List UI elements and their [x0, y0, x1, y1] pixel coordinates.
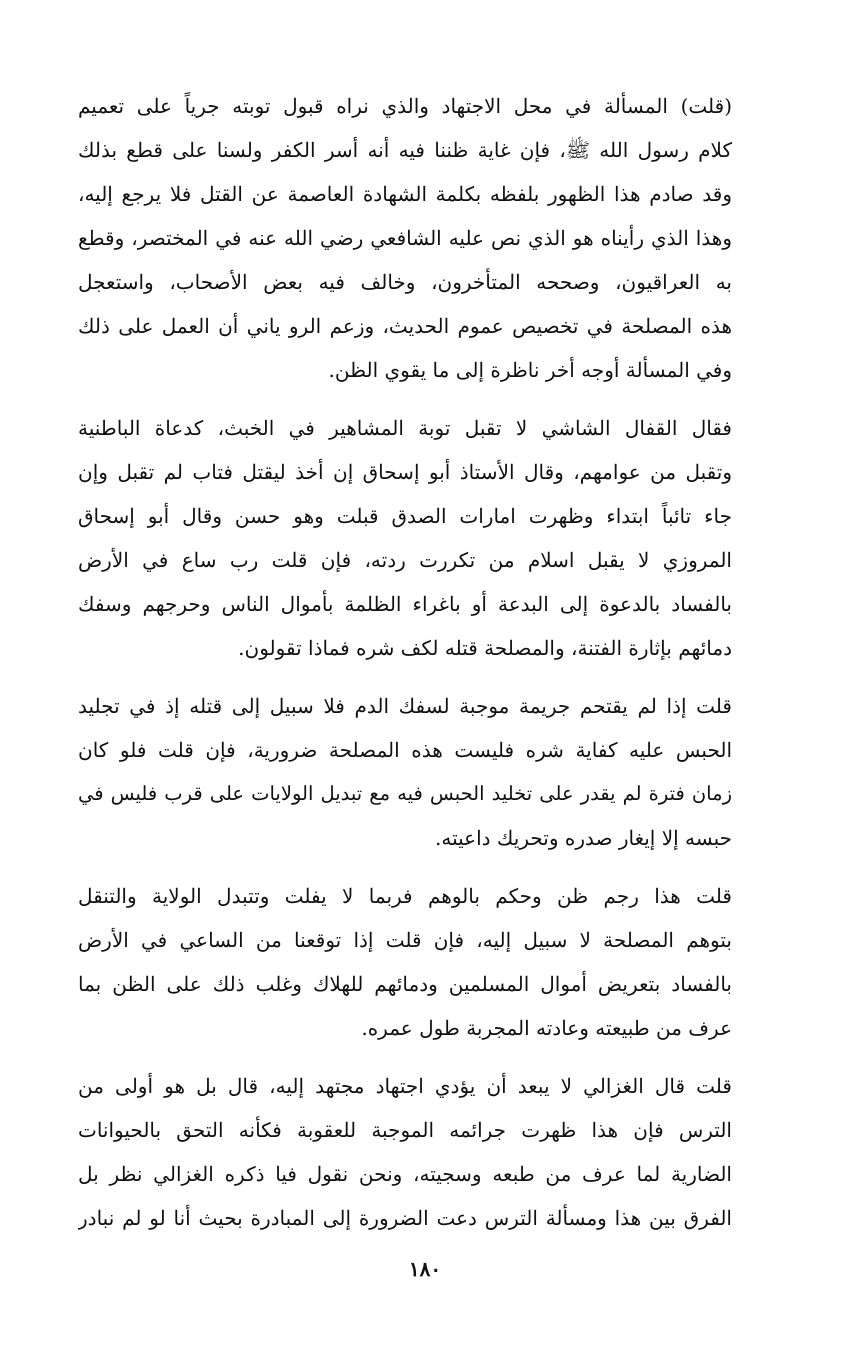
- text-line: كلام رسول الله ﷺ، فإن غاية ظننا فيه أنه أسر الكفر ولسنا على قطع بذلك: [78, 138, 732, 162]
- text-line: عرف من طبيعته وعادته المجربة طول عمره.: [361, 1016, 732, 1040]
- paragraph-2: [78, 406, 732, 670]
- text-line: حبسه إلا إيغار صدره وتحريك داعيته.: [435, 826, 732, 850]
- paragraph-1: [78, 84, 732, 392]
- text-line: وقد صادم هذا الظهور بلفظه بكلمة الشهادة العاصمة عن القتل فلا يرجع إليه،: [78, 182, 732, 206]
- text-line: هذه المصلحة في تخصيص عموم الحديث، وزعم الرو ياني أن العمل على ذلك: [78, 314, 732, 338]
- paragraph-5: [78, 1064, 732, 1240]
- text-line: وتقبل من عوامهم، وقال الأستاذ أبو إسحاق إن أخذ ليقتل فتاب لم تقبل وإن: [78, 460, 732, 484]
- text-line: زمان فترة لم يقدر على تخليد الحبس فيه مع تبديل الولايات على قرب فليس في: [78, 782, 732, 805]
- text-line: فقال القفال الشاشي لا تقبل توبة المشاهير في الخبث، كدعاة الباطنية: [78, 416, 732, 440]
- page-number: ١٨٠: [408, 1257, 442, 1281]
- text-line: قلت إذا لم يقتحم جريمة موجبة لسفك الدم فلا سبيل إلى قتله إذ في تجليد: [78, 694, 732, 718]
- text-line: بالفساد بتعريض أموال المسلمين ودمائهم للهلاك وغلب ذلك على الظن بما: [78, 972, 732, 996]
- text-line: دمائهم بإثارة الفتنة، والمصلحة قتله لكف شره فماذا تقولون.: [238, 636, 732, 660]
- text-line: (قلت) المسألة في محل الاجتهاد والذي نراه قبول توبته جرياً على تعميم: [78, 94, 732, 118]
- text-line: الحبس عليه كفاية شره فليست هذه المصلحة ضرورية، فإن قلت فلو كان: [78, 738, 732, 762]
- text-line: الضارية لما عرف من طبعه وسجيته، ونحن نقول فيا ذكره الغزالي نظر بل: [78, 1162, 732, 1186]
- text-line: وهذا الذي رأيناه هو الذي نص عليه الشافعي رضي الله عنه في المختصر، وقطع: [78, 226, 732, 250]
- text-line: بتوهم المصلحة لا سبيل إليه، فإن قلت إذا توقعنا من الساعي في الأرض: [78, 928, 732, 952]
- text-line: جاء تائباً ابتداء وظهرت امارات الصدق قبلت وهو حسن وقال أبو إسحاق: [78, 504, 732, 528]
- paragraph-4: [78, 874, 732, 1050]
- text-line: قلت هذا رجم ظن وحكم بالوهم فربما لا يفلت وتتبدل الولاية والتنقل: [78, 884, 732, 908]
- text-line: وفي المسألة أوجه أخر ناظرة إلى ما يقوي الظن.: [328, 358, 732, 382]
- text-line: بالفساد بالدعوة إلى البدعة أو باغراء الظلمة بأموال الناس وحرجهم وسفك: [78, 592, 732, 616]
- text-line: الترس فإن هذا ظهرت جرائمه الموجبة للعقوبة فكأنه التحق بالحيوانات: [78, 1118, 732, 1142]
- text-line: الفرق بين هذا ومسألة الترس دعت الضرورة إلى المبادرة بحيث أنا لو لم نبادر: [78, 1206, 732, 1230]
- text-line: به العراقيون، وصححه المتأخرون، وخالف فيه بعض الأصحاب، واستعجل: [78, 270, 732, 294]
- text-line: قلت قال الغزالي لا يبعد أن يؤدي اجتهاد مجتهد إليه، قال بل هو أولى من: [78, 1074, 732, 1098]
- text-line: المروزي لا يقبل اسلام من تكررت ردته، فإن قلت رب ساع في الأرض: [78, 548, 732, 572]
- body-text: [78, 84, 732, 1254]
- paragraph-3: [78, 684, 732, 860]
